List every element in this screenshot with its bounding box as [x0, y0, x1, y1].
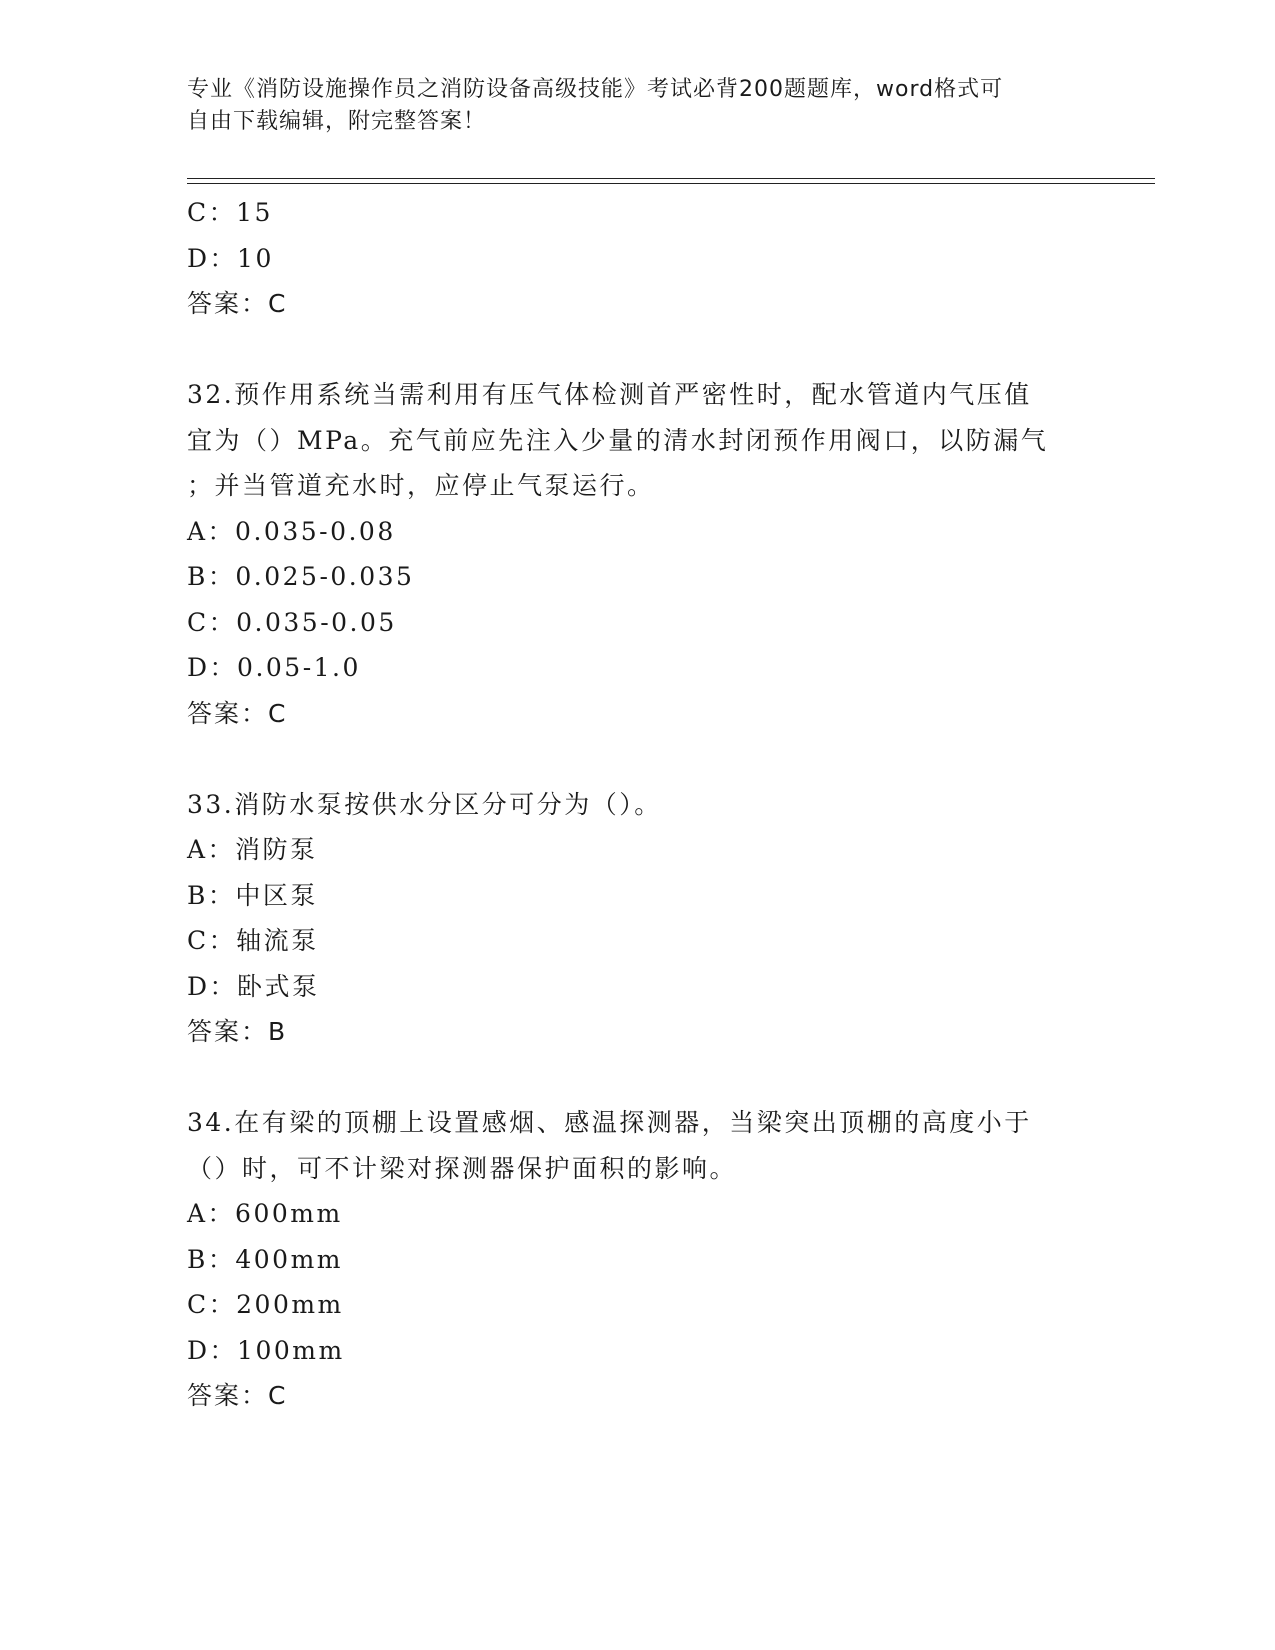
- header-line-2: 自由下载编辑，附完整答案！: [187, 109, 487, 134]
- question-34: [187, 1100, 1087, 1419]
- answer-line: 答案：C: [187, 698, 288, 728]
- option-d: D：10: [187, 243, 274, 273]
- question-text-line: 33.消防水泵按供水分区分可分为（）。: [187, 789, 662, 819]
- option-b: B：400mm: [187, 1244, 344, 1274]
- option-b: B：0.025-0.035: [187, 562, 415, 591]
- option-c: C：0.035-0.05: [187, 607, 397, 637]
- answer-line: 答案：B: [187, 1017, 288, 1046]
- option-d: D：100mm: [187, 1335, 345, 1365]
- header-divider-bottom: [187, 183, 1155, 184]
- option-d: D：卧式泵: [187, 971, 320, 1001]
- option-a: A：0.035-0.08: [187, 516, 396, 546]
- question-text-line: 32.预作用系统当需利用有压气体检测首严密性时，配水管道内气压值: [187, 380, 1032, 409]
- question-text-line: 宜为（）MPa。充气前应先注入少量的清水封闭预作用阀口，以防漏气: [187, 425, 1049, 455]
- question-32: [187, 372, 1087, 736]
- option-c: C：15: [187, 198, 273, 227]
- header-divider-top: [187, 178, 1155, 179]
- question-text-line: ；并当管道充水时，应停止气泵运行。: [187, 471, 655, 500]
- document-header: [187, 74, 1067, 138]
- answer-line: 答案：C: [187, 289, 288, 318]
- option-c: C：200mm: [187, 1290, 344, 1319]
- document-body: [187, 190, 1087, 1419]
- option-a: A：600mm: [187, 1199, 343, 1228]
- answer-line: 答案：C: [187, 1381, 288, 1410]
- question-text-line: 34.在有梁的顶棚上设置感烟、感温探测器，当梁突出顶棚的高度小于: [187, 1108, 1032, 1137]
- option-c: C：轴流泵: [187, 926, 319, 955]
- question-31-tail: [187, 190, 1087, 327]
- option-a: A：消防泵: [187, 835, 318, 864]
- header-line-1: 专业《消防设施操作员之消防设备高级技能》考试必背200题题库，word格式可: [187, 77, 1004, 102]
- question-text-line: （）时，可不计梁对探测器保护面积的影响。: [187, 1153, 738, 1183]
- question-33: [187, 782, 1087, 1055]
- option-b: B：中区泵: [187, 880, 318, 910]
- option-d: D：0.05-1.0: [187, 653, 361, 682]
